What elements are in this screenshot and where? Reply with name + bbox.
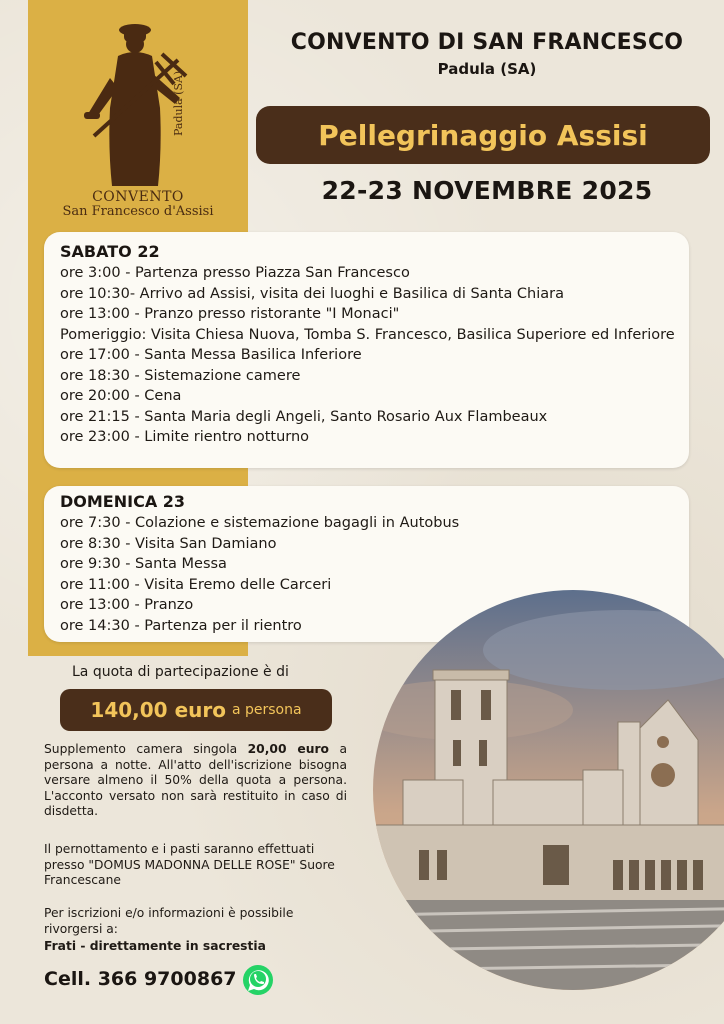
- saturday-schedule-list: [60, 263, 675, 448]
- phone-number: Cell. 366 9700867: [44, 968, 237, 990]
- contact-intro: Per iscrizioni e/o informazioni è possibile rivorgersi a:: [44, 906, 294, 936]
- saturday-heading: SABATO 22: [60, 242, 160, 261]
- contact-who: Frati - direttamente in sacrestia: [44, 939, 266, 953]
- event-banner-text: Pellegrinaggio Assisi: [318, 118, 648, 152]
- price-amount: 140,00 euro: [90, 698, 226, 722]
- logo-name-line1: CONVENTO: [92, 189, 184, 205]
- schedule-item: ore 23:00 - Limite rientro notturno: [60, 429, 310, 445]
- logo-name: [28, 190, 248, 220]
- schedule-item: ore 13:00 - Pranzo: [60, 597, 194, 613]
- schedule-item: Pomeriggio: Visita Chiesa Nuova, Tomba S. Francesco, Basilica Superiore ed Inferiore: [60, 326, 675, 343]
- event-banner: [256, 106, 710, 164]
- schedule-item: ore 7:30 - Colazione e sistemazione bagagli in Autobus: [60, 515, 460, 531]
- convent-logo: [28, 18, 248, 228]
- pricing-label: La quota di partecipazione è di: [72, 664, 289, 680]
- schedule-item: ore 18:30 - Sistemazione camere: [60, 367, 301, 384]
- price-per: a persona: [231, 702, 302, 718]
- logo-name-line2: San Francesco d'Assisi: [62, 204, 214, 220]
- page-subtitle: Padula (SA): [437, 60, 537, 78]
- whatsapp-icon: [242, 964, 274, 996]
- schedule-item: ore 20:00 - Cena: [60, 388, 182, 404]
- price-badge: [60, 689, 332, 731]
- lodging-note: Il pernottamento e i pasti saranno effettuati presso "DOMUS MADONNA DELLE ROSE" Suore Francescane: [44, 842, 335, 887]
- schedule-item: ore 17:00 - Santa Messa Basilica Inferiore: [60, 347, 362, 363]
- schedule-item: ore 14:30 - Partenza per il rientro: [60, 617, 302, 634]
- sunday-heading: DOMENICA 23: [60, 492, 186, 511]
- event-date: 22-23 NOVEMBRE 2025: [321, 176, 653, 205]
- schedule-item: ore 11:00 - Visita Eremo delle Carceri: [60, 576, 332, 593]
- schedule-item: ore 21:15 - Santa Maria degli Angeli, Santo Rosario Aux Flambeaux: [60, 408, 548, 425]
- schedule-item: ore 3:00 - Partenza presso Piazza San Francesco: [60, 265, 410, 281]
- saturday-schedule-card: [44, 232, 689, 468]
- logo-vertical-text: Padula (SA): [172, 70, 185, 136]
- schedule-item: ore 8:30 - Visita San Damiano: [60, 535, 277, 552]
- schedule-item: ore 9:30 - Santa Messa: [60, 556, 227, 572]
- supplement-price: 20,00 euro: [247, 742, 329, 756]
- schedule-item: ore 10:30- Arrivo ad Assisi, visita dei luoghi e Basilica di Santa Chiara: [60, 285, 565, 302]
- schedule-item: ore 13:00 - Pranzo presso ristorante "I Monaci": [60, 306, 400, 322]
- supplement-text-a: Supplemento camera singola: [44, 742, 248, 756]
- friar-silhouette-icon: [80, 18, 210, 188]
- page-title: CONVENTO DI SAN FRANCESCO: [290, 30, 684, 55]
- supplement-note: [44, 742, 347, 820]
- supplement-text-c: a persona a notte. All'atto dell'iscrizione bisogna versare almeno il 50% della quota a persona. L'acconto versato non sarà restituito in caso di disdetta.: [44, 742, 347, 818]
